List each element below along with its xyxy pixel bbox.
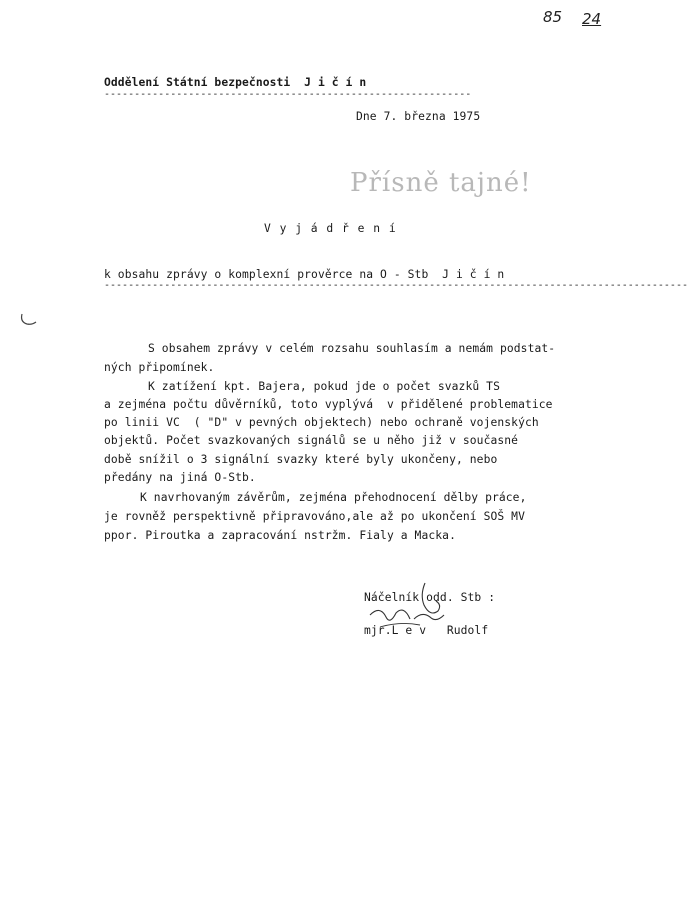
- body-line-5: po linii VC ( "D" v pevných objektech) nebo ochraně vojenských: [104, 416, 539, 429]
- handwritten-signature-icon: [360, 575, 510, 650]
- signature-name: mjr.L e v Rudolf: [364, 624, 489, 637]
- subject-underline: -------------------------------------------------------------------------------------------------: [104, 280, 688, 291]
- body-line-11: ppor. Piroutka a zapracování nstržm. Fialy a Macka.: [104, 529, 456, 542]
- body-line-4: a zejména počtu důvěrníků, toto vyplývá v přidělené problematice: [104, 398, 553, 411]
- body-line-9: K navrhovaným závěrům, zejména přehodnocení dělby práce,: [140, 491, 527, 504]
- secrecy-stamp: Přísně tajné!: [350, 168, 532, 198]
- page-number-handwritten-second: 24: [582, 10, 602, 28]
- department-underline: -------------------------------------------------------------: [104, 89, 472, 100]
- document-date: Dne 7. března 1975: [356, 110, 481, 123]
- body-line-7: době snížil o 3 signální svazky které byly ukončeny, nebo: [104, 453, 498, 466]
- subject-line: k obsahu zprávy o komplexní prověrce na O - Stb J i č í n: [104, 268, 505, 281]
- body-line-8: předány na jiná O-Stb.: [104, 471, 256, 484]
- department-heading: Oddělení Státní bezpečnosti J i č í n: [104, 76, 367, 89]
- body-line-2: ných připomínek.: [104, 361, 215, 374]
- page-number-handwritten: 85: [543, 8, 563, 26]
- body-line-1: S obsahem zprávy v celém rozsahu souhlasím a nemám podstat-: [148, 342, 556, 355]
- body-line-3: K zatížení kpt. Bajera, pokud jde o počet svazků TS: [148, 380, 500, 393]
- body-line-10: je rovněž perspektivně připravováno,ale až po ukončení SOŠ MV: [104, 510, 525, 523]
- signature-role: Náčelník odd. Stb :: [364, 591, 496, 604]
- document-title: V y j á d ř e n í: [264, 222, 397, 235]
- margin-mark-icon: [18, 312, 40, 328]
- body-line-6: objektů. Počet svazkovaných signálů se u něho již v současné: [104, 434, 519, 447]
